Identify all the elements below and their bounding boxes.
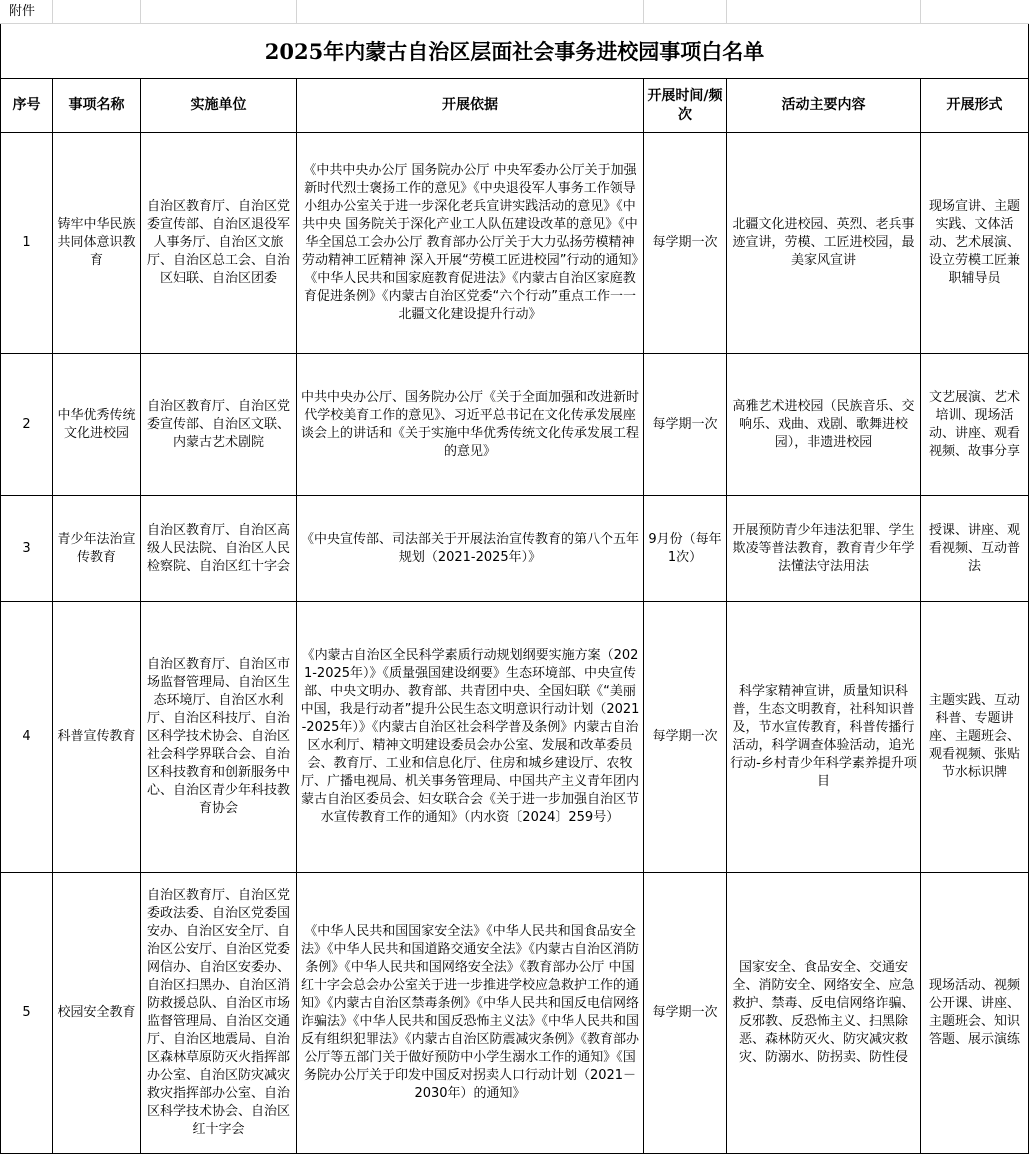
table-row (1, 133, 1029, 354)
cell-units: 自治区教育厅、自治区高级人民法院、自治区人民检察院、自治区红十字会 (141, 496, 297, 602)
table-row (1, 602, 1029, 873)
cell-form: 现场活动、视频公开课、讲座、主题班会、知识答题、展示演练 (921, 873, 1029, 1154)
cell-basis: 《内蒙古自治区全民科学素质行动规划纲要实施方案（2021-2025年）》《质量强国建设纲要》生态环境部、中央宣传部、中央文明办、教育部、共青团中央、全国妇联《“美丽中国，我是行动者”提升公民生态文明意识行动计划（2021-2025年）》《内蒙古自治区社会科学普及条例》内蒙古自治区水利厅、精神文明建设委员会办公室、发展和改革委员会、教育厅、工业和信息化厅、住房和城乡建设厅、农牧厅、广播电视局、机关事务管理局、中国共产主义青年团内蒙古自治区委员会、妇女联合会《关于进一步加强自治区节水宣传教育工作的通知》（内水资〔2024〕259号） (297, 602, 644, 873)
header-content: 活动主要内容 (727, 79, 921, 133)
cell-units: 自治区教育厅、自治区党委宣传部、自治区文联、内蒙古艺术剧院 (141, 354, 297, 496)
cell-no: 2 (1, 354, 53, 496)
cell-name: 校园安全教育 (53, 873, 141, 1154)
attachment-row (0, 0, 1029, 24)
cell-name: 中华优秀传统文化进校园 (53, 354, 141, 496)
grid-line (52, 0, 53, 24)
grid-line (920, 0, 921, 24)
header-no: 序号 (1, 79, 53, 133)
grid-line (643, 0, 644, 24)
cell-units: 自治区教育厅、自治区市场监督管理局、自治区生态环境厅、自治区水利厅、自治区科技厅、自治区科学技术协会、自治区社会科学界联合会、自治区科技教育和创新服务中心、自治区青少年科技教育协会 (141, 602, 297, 873)
cell-form: 文艺展演、艺术培训、现场活动、讲座、观看视频、故事分享 (921, 354, 1029, 496)
header-basis: 开展依据 (297, 79, 644, 133)
cell-time: 每学期一次 (644, 133, 727, 354)
cell-no: 1 (1, 133, 53, 354)
cell-basis: 《中华人民共和国国家安全法》《中华人民共和国食品安全法》《中华人民共和国道路交通安全法》《内蒙古自治区消防条例》《中华人民共和国网络安全法》《教育部办公厅 中国红十字会总会办公室关于进一步推进学校应急救护工作的通知》《内蒙古自治区禁毒条例》《中华人民共和国反电信网络诈骗法》《中华人民共和国反恐怖主义法》《中华人民共和国反有组织犯罪法》《内蒙古自治区防震减灾条例》《教育部办公厅等五部门关于做好预防中小学生溺水工作的通知》《国务院办公厅关于印发中国反对拐卖人口行动计划（2021－2030年）的通知》 (297, 873, 644, 1154)
cell-content: 科学家精神宣讲，质量知识科普，生态文明教育，社科知识普及，节水宣传教育，科普传播行活动，科学调查体验活动，追光行动-乡村青少年科学素养提升项目 (727, 602, 921, 873)
cell-content: 开展预防青少年违法犯罪、学生欺凌等普法教育，教育青少年学法懂法守法用法 (727, 496, 921, 602)
cell-content: 国家安全、食品安全、交通安全、消防安全、网络安全、应急救护、禁毒、反电信网络诈骗、反邪教、反恐怖主义、扫黑除恶、森林防灭火、防灾减灾救灾、防溺水、防拐卖、防性侵 (727, 873, 921, 1154)
cell-units: 自治区教育厅、自治区党委宣传部、自治区退役军人事务厅、自治区文旅厅、自治区总工会、自治区妇联、自治区团委 (141, 133, 297, 354)
table-row (1, 496, 1029, 602)
cell-basis: 《中共中央办公厅 国务院办公厅 中央军委办公厅关于加强新时代烈士褒扬工作的意见》《中央退役军人事务工作领导小组办公室关于进一步深化老兵宣讲实践活动的意见》《中共中央 国务院关于深化产业工人队伍建设改革的意见》《中华全国总工会办公厅 教育部办公厅关于大力弘扬劳模精神劳动精神工匠精神 深入开展“劳模工匠进校园”行动的通知》《中华人民共和国家庭教育促进法》《内蒙古自治区家庭教育促进条例》《内蒙古自治区党委“六个行动”重点工作一一北疆文化建设提升行动》 (297, 133, 644, 354)
cell-form: 现场宣讲、主题实践、文体活动、艺术展演、设立劳模工匠兼职辅导员 (921, 133, 1029, 354)
header-row (1, 79, 1029, 133)
attachment-label: 附件 (9, 4, 36, 19)
table-row (1, 873, 1029, 1154)
whitelist-table (0, 78, 1029, 1154)
cell-no: 3 (1, 496, 53, 602)
cell-form: 授课、讲座、观看视频、互动普法 (921, 496, 1029, 602)
cell-time: 每学期一次 (644, 354, 727, 496)
cell-no: 5 (1, 873, 53, 1154)
header-units: 实施单位 (141, 79, 297, 133)
cell-basis: 中共中央办公厅、国务院办公厅《关于全面加强和改进新时代学校美育工作的意见》、习近平总书记在文化传承发展座谈会上的讲话和《关于实施中华优秀传统文化传承发展工程的意见》 (297, 354, 644, 496)
cell-units: 自治区教育厅、自治区党委政法委、自治区党委国安办、自治区安全厅、自治区公安厅、自治区党委网信办、自治区安委办、自治区扫黑办、自治区消防救援总队、自治区市场监督管理局、自治区交通厅、自治区地震局、自治区森林草原防灭火指挥部办公室、自治区防灾减灾救灾指挥部办公室、自治区科学技术协会、自治区红十字会 (141, 873, 297, 1154)
header-form: 开展形式 (921, 79, 1029, 133)
header-name: 事项名称 (53, 79, 141, 133)
cell-time: 9月份（每年1次） (644, 496, 727, 602)
grid-line (140, 0, 141, 24)
cell-time: 每学期一次 (644, 873, 727, 1154)
cell-name: 青少年法治宣传教育 (53, 496, 141, 602)
cell-no: 4 (1, 602, 53, 873)
cell-content: 高雅艺术进校园（民族音乐、交响乐、戏曲、戏剧、歌舞进校园），非遗进校园 (727, 354, 921, 496)
cell-form: 主题实践、互动科普、专题讲座、主题班会、观看视频、张贴节水标识牌 (921, 602, 1029, 873)
grid-line (296, 0, 297, 24)
table-row (1, 354, 1029, 496)
cell-time: 每学期一次 (644, 602, 727, 873)
cell-name: 铸牢中华民族共同体意识教育 (53, 133, 141, 354)
header-time: 开展时间/频次 (644, 79, 727, 133)
cell-basis: 《中央宣传部、司法部关于开展法治宣传教育的第八个五年规划（2021-2025年）》 (297, 496, 644, 602)
grid-line (726, 0, 727, 24)
cell-content: 北疆文化进校园、英烈、老兵事迹宣讲，劳模、工匠进校园，最美家风宣讲 (727, 133, 921, 354)
document-title: 2025年内蒙古自治区层面社会事务进校园事项白名单 (0, 24, 1029, 78)
cell-name: 科普宣传教育 (53, 602, 141, 873)
